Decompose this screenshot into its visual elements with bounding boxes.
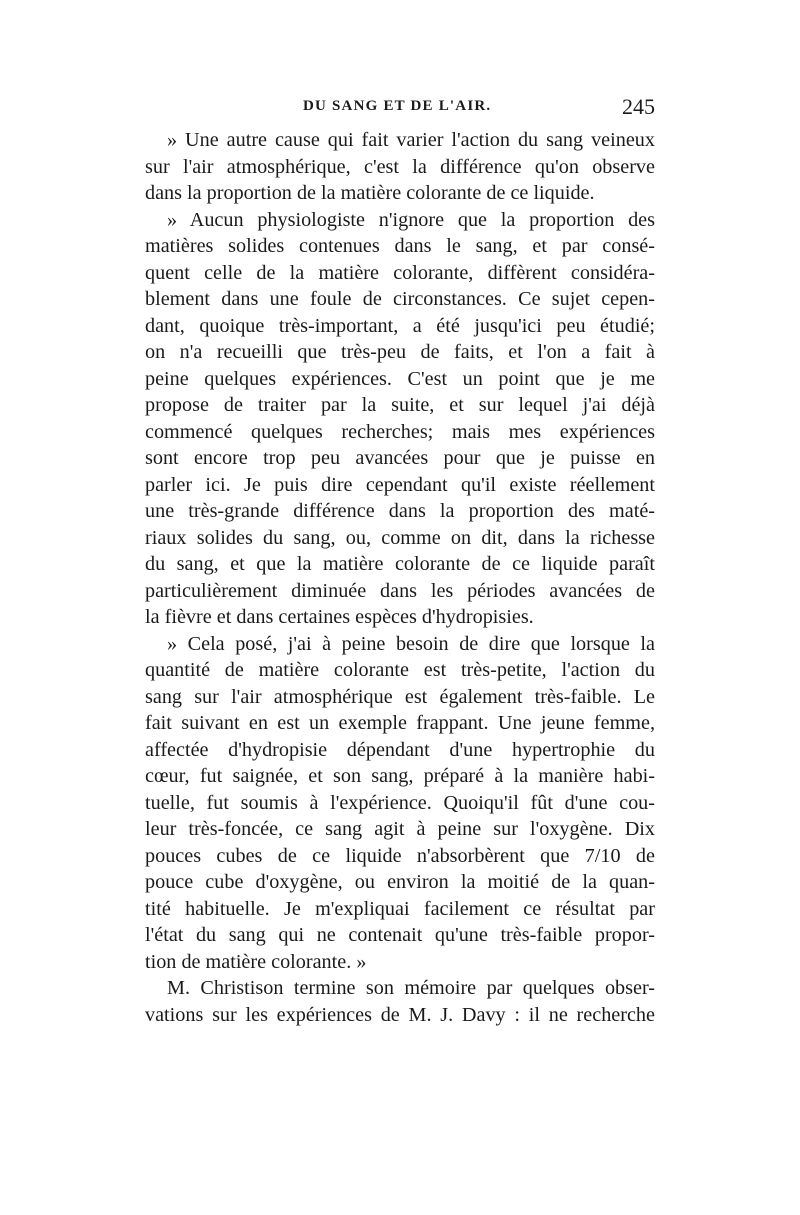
text-line: on n'a recueilli que très-peu de faits, et l'on a fait à	[145, 341, 655, 363]
text-line: dans la proportion de la matière colorante de ce liquide.	[145, 182, 595, 204]
text-line: quantité de matière colorante est très-petite, l'action du	[145, 659, 655, 681]
text-line: tion de matière colorante. »	[145, 950, 367, 973]
text-line: sont encore trop peu avancées pour que je puisse en	[145, 447, 655, 469]
text-line: blement dans une foule de circonstances. Ce sujet cepen-	[145, 288, 655, 310]
text-line: parler ici. Je puis dire cependant qu'il existe réellement	[145, 473, 655, 496]
text-line: » Une autre cause qui fait varier l'action du sang veineux	[167, 129, 655, 151]
text-line: M. Christison termine son mémoire par quelques obser-	[167, 977, 655, 999]
text-line: tuelle, fut soumis à l'expérience. Quoiqu'il fût d'une cou-	[145, 791, 655, 814]
running-title: DU SANG ET DE L'AIR.	[303, 98, 492, 114]
text-line: vations sur les expériences de M. J. Davy : il ne recherche	[145, 1003, 655, 1026]
text-line: peine quelques expériences. C'est un point que je me	[145, 367, 655, 390]
text-line: la fièvre et dans certaines espèces d'hydropisies.	[145, 606, 534, 628]
text-line: du sang, et que la matière colorante de ce liquide paraît	[145, 553, 655, 575]
text-line: tité habituelle. Je m'expliquai facilement ce résultat par	[145, 897, 655, 920]
text-line: fait suivant en est un exemple frappant. Une jeune femme,	[145, 712, 655, 734]
text-line: une très-grande différence dans la proportion des maté-	[145, 500, 655, 522]
text-line: propose de traiter par la suite, et sur lequel j'ai déjà	[145, 394, 655, 416]
text-line: sur l'air atmosphérique, c'est la différence qu'on observe	[145, 155, 655, 178]
page-number: 245	[622, 94, 655, 119]
body-text	[145, 127, 655, 1028]
text-line: leur très-foncée, ce sang agit à peine sur l'oxygène. Dix	[145, 818, 655, 840]
text-line: sang sur l'air atmosphérique est également très-faible. Le	[145, 685, 655, 708]
running-head	[145, 94, 655, 124]
text-line: quent celle de la matière colorante, diffèrent considéra-	[145, 261, 655, 284]
text-line: l'état du sang qui ne contenait qu'une très-faible propor-	[145, 924, 655, 946]
text-line: dant, quoique très-important, a été jusqu'ici peu étudié;	[145, 314, 655, 337]
text-line: cœur, fut saignée, et son sang, préparé à la manière habi-	[145, 765, 655, 787]
text-line: riaux solides du sang, ou, comme on dit, dans la richesse	[145, 526, 655, 549]
text-line: particulièrement diminuée dans les périodes avancées de	[145, 579, 655, 602]
text-line: » Aucun physiologiste n'ignore que la proportion des	[167, 208, 655, 231]
text-line: » Cela posé, j'ai à peine besoin de dire que lorsque la	[167, 632, 655, 655]
text-line: commencé quelques recherches; mais mes expériences	[145, 420, 655, 443]
text-line: pouce cube d'oxygène, ou environ la moitié de la quan-	[145, 871, 655, 893]
text-line: affectée d'hydropisie dépendant d'une hypertrophie du	[145, 738, 655, 761]
text-line: pouces cubes de ce liquide n'absorbèrent que 7/10 de	[145, 844, 655, 867]
text-line: matières solides contenues dans le sang, et par consé-	[145, 235, 655, 257]
